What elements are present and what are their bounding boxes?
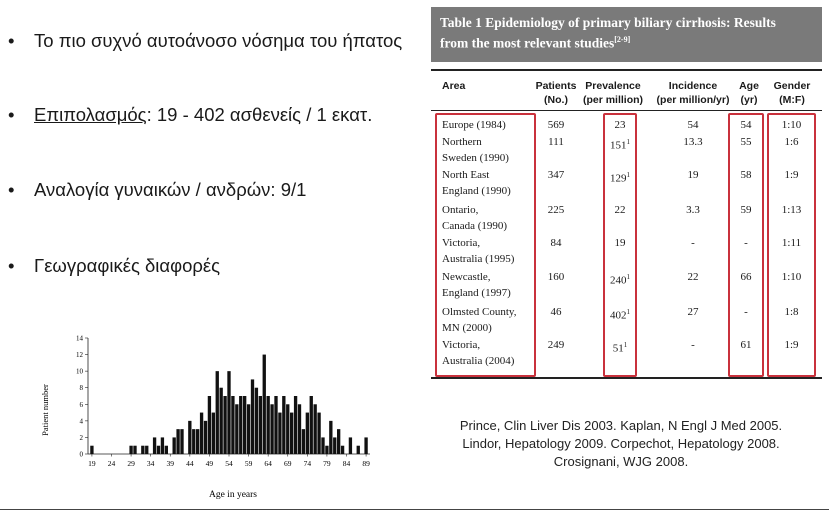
cell-patients: 111 (548, 136, 564, 148)
cell-gender: 1:8 (784, 306, 799, 318)
table-header-rule (431, 110, 822, 111)
cell-incidence: 13.3 (683, 136, 703, 148)
histogram-bar (306, 413, 309, 454)
table-title-ref: [2-9] (614, 35, 631, 44)
histogram-bar (310, 396, 313, 454)
histogram-bar (216, 371, 219, 454)
cell-area-line1: Victoria, (442, 339, 481, 351)
prevalence-value: 402 (610, 309, 627, 322)
cell-age: 54 (740, 119, 752, 131)
prevalence-footnote: 1 (626, 308, 630, 316)
cell-age: 58 (740, 169, 752, 181)
histogram-bar (90, 446, 93, 454)
prevalence-value: 23 (614, 119, 626, 131)
bullet-text: Γεωγραφικές διαφορές (34, 255, 221, 276)
bullet-dot-icon: • (8, 255, 15, 276)
header-incidence: Incidence (per million/yr) (656, 80, 730, 106)
x-tick-label: 19 (88, 459, 96, 468)
histogram-bar (337, 429, 340, 454)
bullet-dot-icon: • (8, 179, 15, 200)
histogram-bar (192, 429, 195, 454)
chart-bars (90, 355, 367, 454)
histogram-bar (235, 404, 238, 454)
histogram-bar (259, 396, 262, 454)
cell-patients: 46 (550, 306, 562, 318)
cell-gender: 1:9 (784, 169, 799, 181)
histogram-bar (180, 429, 183, 454)
bullet-item (8, 30, 402, 52)
histogram-bar (333, 437, 336, 454)
table-bottom-rule (431, 377, 822, 379)
cell-age: - (744, 237, 748, 249)
cell-area-line1: Ontario, (442, 204, 479, 216)
x-tick-label: 29 (127, 459, 135, 468)
histogram-bar (298, 404, 301, 454)
histogram-bar (364, 437, 367, 454)
histogram-bar (317, 413, 320, 454)
header-prevalence: Prevalence (per million) (582, 80, 644, 106)
histogram-bar (145, 446, 148, 454)
table-title (431, 7, 822, 62)
histogram-bar (278, 413, 281, 454)
cell-incidence: - (691, 237, 695, 249)
x-tick-label: 64 (264, 459, 272, 468)
histogram-bar (157, 446, 160, 454)
histogram-bar (263, 355, 266, 454)
header-patients: Patients (No.) (535, 80, 577, 106)
cell-patients: 84 (550, 237, 562, 249)
histogram-bar (282, 396, 285, 454)
histogram-bar (274, 396, 277, 454)
y-tick-label: 0 (79, 450, 83, 459)
prevalence-footnote: 1 (626, 171, 630, 179)
histogram-bar (341, 446, 344, 454)
cell-patients: 225 (547, 204, 565, 216)
histogram-bar (133, 446, 136, 454)
cell-patients: 569 (547, 119, 565, 131)
bullet-dot-icon: • (8, 30, 15, 51)
histogram-bar (294, 396, 297, 454)
bullet-item (8, 179, 306, 201)
histogram-bar (173, 437, 176, 454)
histogram-bar (239, 396, 242, 454)
cell-area-line1: Olmsted County, (442, 306, 517, 318)
histogram-bar (208, 396, 211, 454)
histogram-bar (243, 396, 246, 454)
x-tick-label: 89 (362, 459, 370, 468)
prevalence-footnote: 1 (626, 138, 630, 146)
histogram-bar (325, 446, 328, 454)
y-tick-label: 4 (79, 417, 83, 426)
y-tick-label: 6 (79, 400, 83, 409)
cell-gender: 1:11 (781, 237, 802, 249)
cell-age: 59 (740, 204, 752, 216)
cell-incidence: 27 (687, 306, 699, 318)
prevalence-footnote: 1 (626, 273, 630, 281)
cell-age: - (744, 306, 748, 318)
x-axis-label: Age in years (208, 490, 258, 500)
bullet-text: Το πιο συχνό αυτοάνοσο νόσημα του ήπατος (34, 30, 403, 51)
cell-gender: 1:10 (781, 271, 802, 283)
table-title-line2: from the most relevant studies (440, 35, 615, 51)
y-axis-label: Patient number (40, 384, 50, 436)
histogram-bar (231, 396, 234, 454)
bullet-prefix: Επιπολασμός (34, 104, 147, 125)
cell-patients: 160 (547, 271, 565, 283)
x-tick-label: 74 (303, 459, 312, 468)
highlight-gender-column (767, 113, 816, 377)
prevalence-value: 51 (612, 342, 624, 355)
cell-area-line1: Newcastle, (442, 271, 491, 283)
cell-area-line2: MN (2000) (442, 322, 492, 334)
cell-incidence: 22 (687, 271, 699, 283)
prevalence-value: 129 (610, 172, 627, 185)
histogram-bar (286, 404, 289, 454)
cell-area-line2: Sweden (1990) (442, 152, 509, 164)
histogram-bar (141, 446, 144, 454)
x-tick-label: 79 (323, 459, 331, 468)
cell-area-line2: Australia (2004) (442, 355, 515, 367)
x-tick-label: 44 (186, 459, 194, 468)
header-age: Age (yr) (739, 80, 759, 106)
cell-age: 66 (740, 271, 752, 283)
cell-patients: 347 (547, 169, 565, 181)
histogram-bar (255, 388, 258, 454)
y-tick-label: 8 (79, 384, 83, 393)
histogram-bar (349, 437, 352, 454)
y-tick-label: 2 (79, 433, 83, 442)
y-tick-label: 10 (76, 367, 83, 376)
cell-age: 61 (740, 339, 752, 351)
cell-area-line2: Australia (1995) (442, 253, 515, 265)
prevalence-value: 22 (614, 204, 626, 216)
histogram-bar (247, 404, 250, 454)
epidemiology-table (431, 7, 822, 380)
cell-area-line1: Victoria, (442, 237, 481, 249)
header-gender: Gender (M:F) (773, 80, 811, 106)
histogram-bar (196, 429, 199, 454)
histogram-bar (161, 437, 164, 454)
cell-gender: 1:9 (784, 339, 799, 351)
x-tick-label: 54 (225, 459, 233, 468)
bullet-text: Αναλογία γυναικών / ανδρών: 9/1 (34, 179, 307, 200)
x-tick-label: 84 (342, 459, 351, 468)
cell-age: 55 (740, 136, 752, 148)
cell-incidence: 54 (687, 119, 699, 131)
highlight-age-column (728, 113, 764, 377)
cell-incidence: 3.3 (686, 204, 700, 216)
histogram-bar (321, 437, 324, 454)
x-tick-label: 59 (244, 459, 253, 468)
header-area: Area (442, 80, 466, 92)
bullet-dot-icon: • (8, 104, 15, 125)
histogram-bar (204, 421, 207, 454)
histogram-bar (212, 413, 215, 454)
cell-area-line1: Northern (442, 136, 482, 148)
bullet-text: : 19 - 402 ασθενείς / 1 εκατ. (146, 104, 373, 125)
prevalence-value: 240 (610, 274, 627, 287)
x-tick-label: 34 (146, 459, 155, 468)
histogram-bar (290, 413, 293, 454)
histogram-bar (188, 421, 191, 454)
x-tick-label: 24 (107, 459, 116, 468)
y-tick-label: 12 (76, 351, 83, 360)
cell-area-line2: Canada (1990) (442, 220, 508, 232)
prevalence-value: 19 (614, 237, 626, 249)
x-tick-label: 39 (166, 459, 174, 468)
cell-area-line1: North East (442, 169, 490, 181)
cell-patients: 249 (547, 339, 565, 351)
table-top-rule (431, 69, 822, 71)
cell-incidence: 19 (687, 169, 699, 181)
cell-gender: 1:6 (784, 136, 799, 148)
histogram-bar (200, 413, 203, 454)
highlight-prevalence-column (603, 113, 637, 377)
y-tick-label: 14 (76, 334, 83, 343)
histogram-bar (251, 379, 254, 454)
cell-gender: 1:10 (781, 119, 802, 131)
histogram-bar (270, 404, 273, 454)
bullet-item (8, 255, 220, 277)
x-tick-label: 69 (284, 459, 292, 468)
age-histogram-chart (38, 330, 378, 505)
cell-gender: 1:13 (781, 204, 802, 216)
x-tick-label: 49 (205, 459, 214, 468)
references-text: Prince, Clin Liver Dis 2003. Kaplan, N Engl J Med 2005. Lindor, Hepatology 2009. Corpechot, Hepatology 2008. Crosignani, WJG 2008. (459, 418, 783, 469)
histogram-bar (165, 446, 168, 454)
histogram-bar (223, 396, 226, 454)
histogram-bar (176, 429, 179, 454)
histogram-bar (220, 388, 223, 454)
table-title-line1: Table 1 Epidemiology of primary biliary cirrhosis: Results (440, 15, 776, 30)
prevalence-value: 151 (610, 139, 627, 152)
histogram-bar (267, 396, 270, 454)
histogram-bar (227, 371, 230, 454)
histogram-bar (302, 429, 305, 454)
bullet-item (8, 104, 372, 126)
cell-area-line2: England (1997) (442, 287, 511, 299)
cell-area-line1: Europe (1984) (442, 119, 506, 131)
histogram-bar (314, 404, 317, 454)
histogram-bar (329, 421, 332, 454)
slide-bottom-rule (0, 509, 829, 510)
prevalence-footnote: 1 (623, 341, 628, 349)
cell-area-line2: England (1990) (442, 185, 511, 197)
highlight-area-column (435, 113, 536, 377)
cell-incidence: - (691, 339, 695, 351)
histogram-bar (129, 446, 132, 454)
histogram-bar (153, 437, 156, 454)
histogram-bar (357, 446, 360, 454)
